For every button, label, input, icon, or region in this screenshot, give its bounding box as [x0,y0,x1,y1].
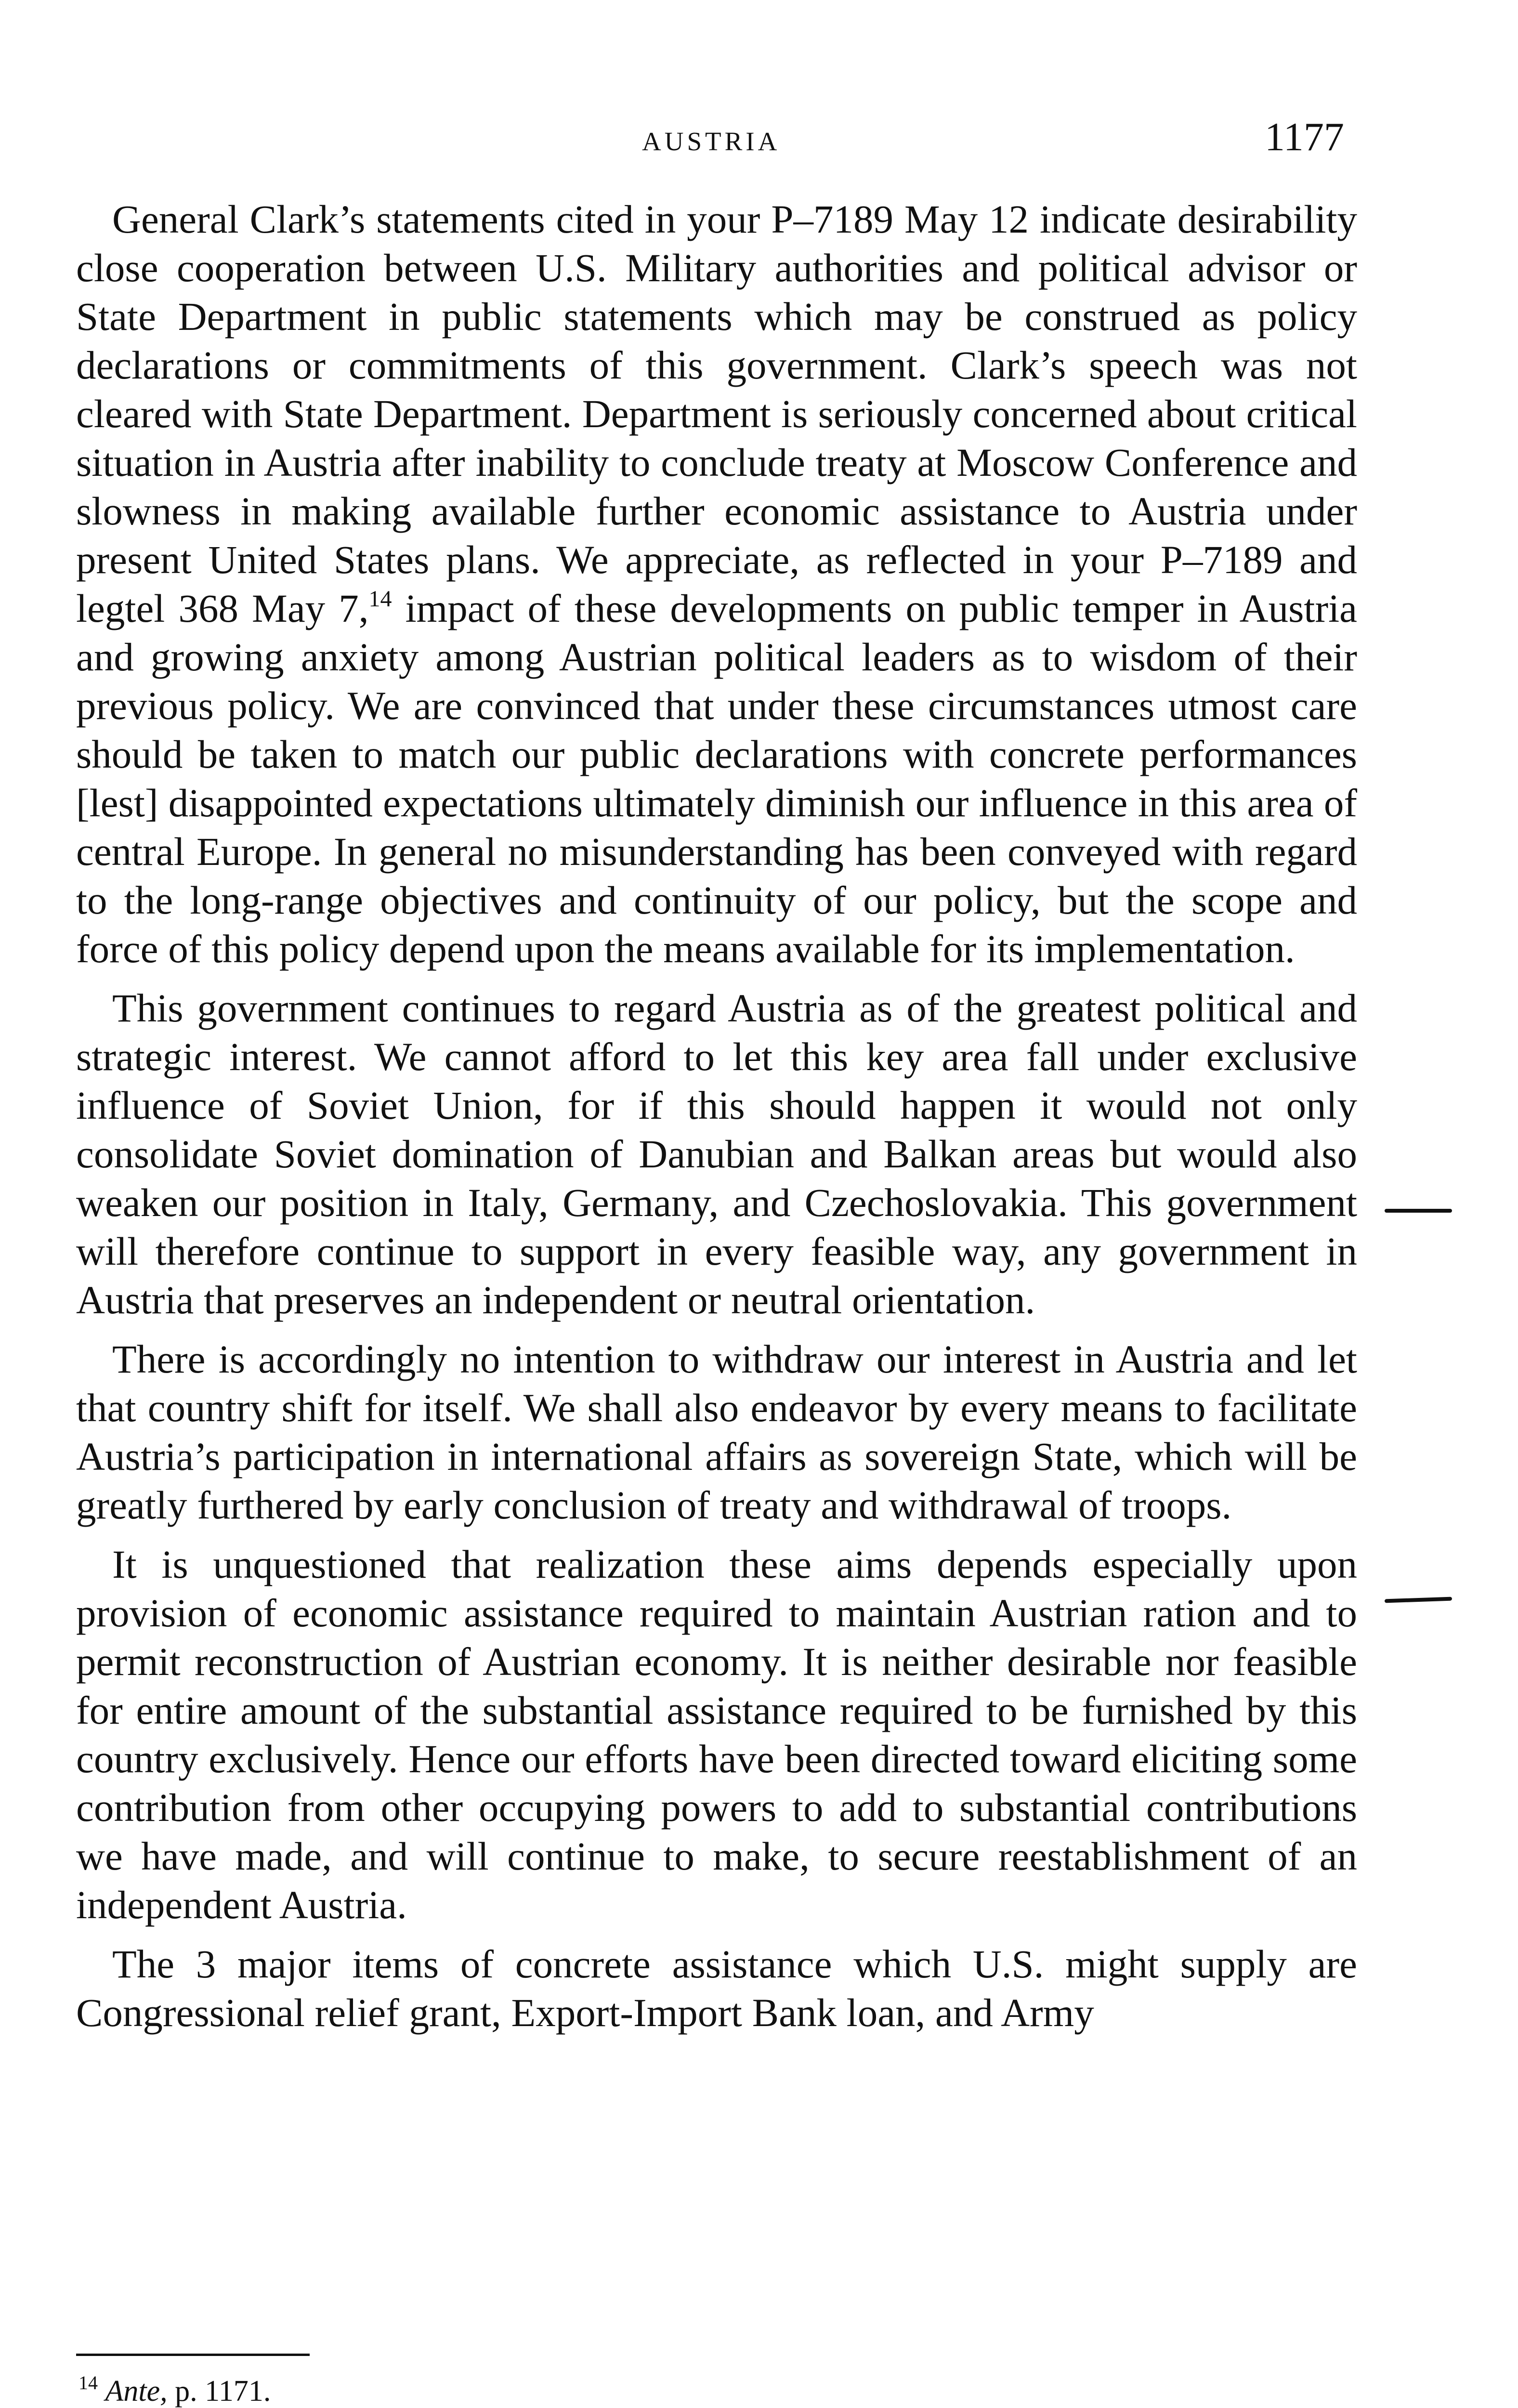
footnote-page: p. 1171. [175,2375,271,2408]
margin-mark-1 [1385,1209,1452,1213]
footnote [79,2374,271,2408]
footnote-number: 14 [79,2372,98,2394]
paragraph-5: The 3 major items of concrete assistance which U.S. might supply are Congressional relief grant, Export-Import Bank loan, and Army [76,1942,1357,2035]
paragraph-2: This government continues to regard Austria as of the greatest political and strategic interest. We cannot afford to let this key area fall under exclusive influence of Soviet Union, for if this should happen it would not only consolidate Soviet domination of Danubian and Balkan areas but would also weaken our position in Italy, Germany, and Czechoslovakia. This government will therefore continue to support in every feasible way, any government in Austria that preserves an independent or neutral orientation. [76,986,1357,1322]
paragraph-1-text-b: impact of these developments on public temper in Austria and growing anxiety among Austrian political leaders as to wisdom of their previous policy. We are convinced that under these circumstances utmost care should be taken to match our public declarations with concrete performances [lest] disappointed expectations ultimately diminish our influence in this area of central Europe. In general no misunderstanding has been conveyed with regard to the long-range objectives and continuity of our policy, but the scope and force of this policy depend upon the means available for its implementation. [76,586,1357,971]
footnote-ref: 14 [368,586,392,612]
footnote-rule [76,2354,310,2356]
page-number: 1177 [1265,115,1344,159]
running-head: AUSTRIA [642,127,781,156]
paragraph-1 [76,195,1357,973]
paragraph-4: It is unquestioned that realization these aims depends especially upon provision of economic assistance required to maintain Austrian ration and to permit reconstruction of Austrian economy. It is neither desirable nor feasible for entire amount of the substantial assistance required to be furnished by this country exclusively. Hence our efforts have been directed toward eliciting some contribution from other occupying powers to add to substantial contributions we have made, and will continue to make, to secure reestablishment of an independent Austria. [76,1542,1357,1927]
body-text [76,195,1357,2048]
paragraph-3: There is accordingly no intention to withdraw our interest in Austria and let that country shift for itself. We shall also endeavor by every means to facilitate Austria’s participation in international affairs as sovereign State, which will be greatly furthered by early conclusion of treaty and withdrawal of troops. [76,1337,1357,1527]
margin-mark-2 [1385,1597,1452,1603]
paragraph-1-text-a: General Clark’s statements cited in your P–7189 May 12 indicate desirability close cooperation between U.S. Military authorities and political advisor or State Department in public statements which may be construed as policy declarations or commitments of this government. Clark’s speech was not cleared with State Department. Department is seriously concerned about critical situation in Austria after inability to conclude treaty at Moscow Conference and slowness in making available further economic assistance to Austria under present United States plans. We appreciate, as reflected in your P–7189 and legtel 368 May 7, [76,197,1357,630]
footnote-ref-text: Ante, [105,2375,168,2408]
